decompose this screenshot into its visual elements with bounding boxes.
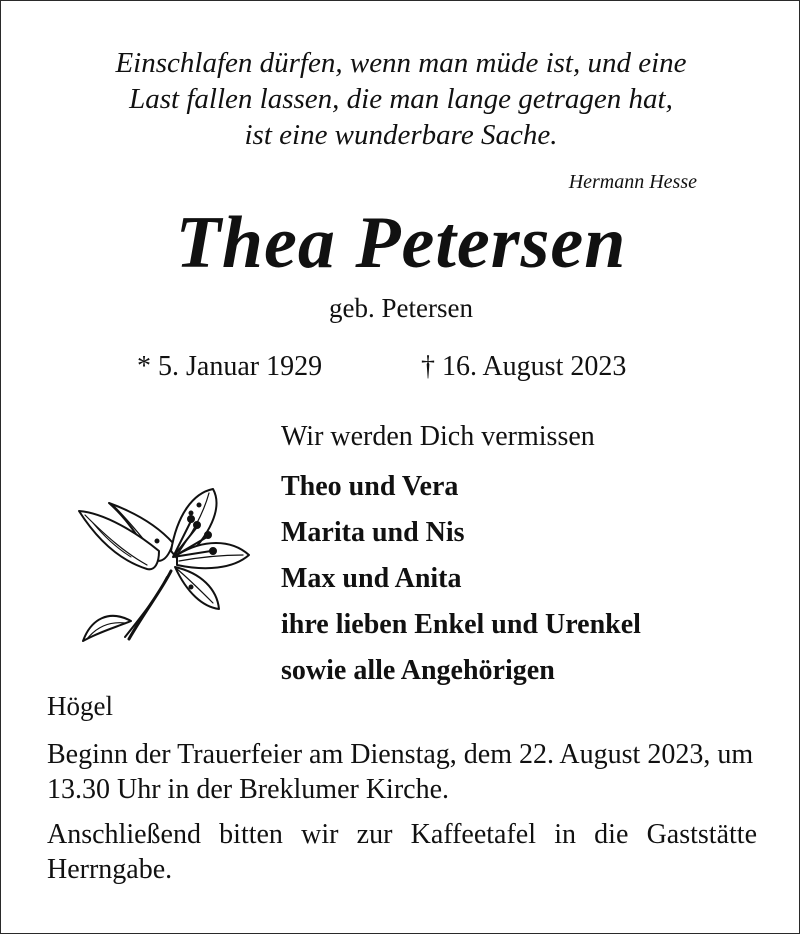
quote-line: Einschlafen dürfen, wenn man müde ist, und eine: [115, 47, 687, 79]
death-date: † 16. August 2023: [421, 351, 627, 382]
service-info: Beginn der Trauerfeier am Dienstag, dem 22. August 2023, um 13.30 Uhr in der Breklumer Kirche.: [47, 739, 754, 805]
quote: [1, 45, 800, 153]
reception-info: Anschließend bitten wir zur Kaffeetafel in die Gaststätte Herrngabe.: [47, 819, 757, 885]
mourner: Theo und Vera: [281, 471, 459, 502]
mourner: Max und Anita: [281, 563, 462, 594]
deceased-name: Thea Petersen: [175, 202, 627, 284]
mourner: Marita und Nis: [281, 517, 465, 548]
mourner: ihre lieben Enkel und Urenkel: [281, 609, 641, 640]
location: Högel: [47, 691, 113, 721]
quote-line: ist eine wunderbare Sache.: [244, 119, 558, 151]
birth-date: * 5. Januar 1929: [137, 351, 323, 382]
mourner: sowie alle Angehörigen: [281, 655, 555, 686]
quote-line: Last fallen lassen, die man lange getragen hat,: [129, 83, 673, 115]
mourners-list: [281, 464, 641, 694]
lily-flower-icon: [73, 471, 253, 646]
birth-name: geb. Petersen: [329, 293, 473, 323]
mourning-intro: Wir werden Dich vermissen: [281, 421, 595, 452]
quote-author: Hermann Hesse: [568, 171, 697, 193]
